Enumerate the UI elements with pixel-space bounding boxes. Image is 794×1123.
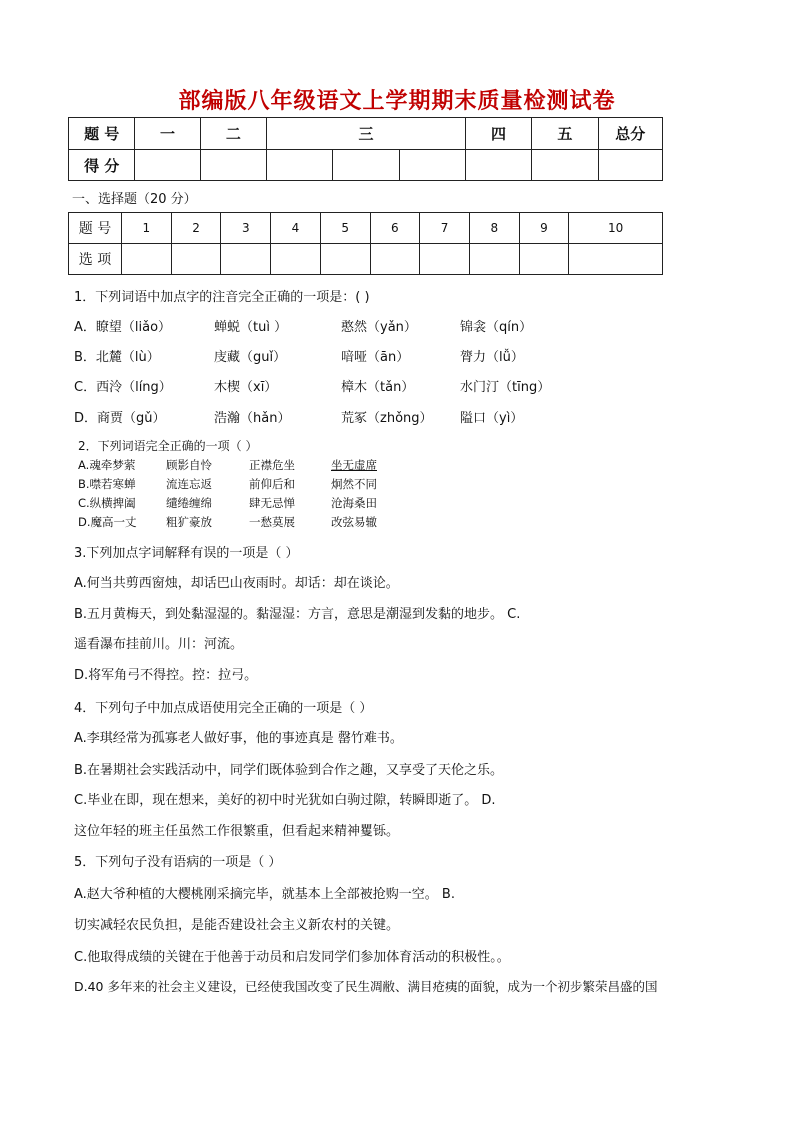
answer-number-cell: 9: [519, 213, 569, 244]
q1-option: 庋藏（guǐ）: [214, 350, 287, 365]
score-header-cell: 四: [465, 118, 531, 150]
q4-option-a: A.李琪经常为孤寡老人做好事，他的事迹真是 罄竹难书。: [74, 731, 403, 746]
q2-option: 肆无忌惮: [249, 496, 295, 510]
q2-option: 沧海桑田: [331, 496, 377, 510]
q1-option: 锦衾（qín）: [460, 320, 533, 335]
score-cell: [333, 150, 399, 181]
answer-cell: [569, 244, 663, 275]
score-cell: [267, 150, 333, 181]
answer-number-cell: 10: [569, 213, 663, 244]
q3-option-b: B.五月黄梅天，到处黏湿湿的。黏湿湿：方言，意思是潮湿到发黏的地步。 C.: [74, 607, 521, 622]
q2-option: 一愁莫展: [249, 515, 295, 529]
question-5-stem: 5．下列句子没有语病的一项是（ ）: [74, 855, 282, 870]
q2-option: B.噤若寒蝉: [78, 477, 136, 491]
answer-number-cell: 5: [320, 213, 370, 244]
answer-cell: [320, 244, 370, 275]
q2-option: 改弦易辙: [331, 515, 377, 529]
answer-option-row: [69, 244, 663, 275]
answer-cell: [420, 244, 470, 275]
score-header-cell: 三: [267, 118, 466, 150]
q4-option-b: B.在暑期社会实践活动中，同学们既体验到合作之趣，又享受了天伦之乐。: [74, 763, 504, 778]
score-table-header-row: [69, 118, 663, 150]
answer-number-cell: 2: [171, 213, 221, 244]
q1-option: 隘口（yì）: [460, 411, 524, 426]
q2-option: A.魂牵梦萦: [78, 458, 136, 472]
score-cell: [465, 150, 531, 181]
q1-option: 憨然（yǎn）: [341, 320, 417, 335]
exam-title: 部编版八年级语文上学期期末质量检测试卷: [178, 89, 616, 114]
answer-cell: [519, 244, 569, 275]
answer-number-cell: 1: [122, 213, 172, 244]
answer-cell: [370, 244, 420, 275]
q1-option: 樟木（tǎn）: [341, 380, 415, 395]
question-3-stem: 3.下列加点字词解释有误的一项是（ ）: [74, 546, 299, 561]
answer-row-label: 题 号: [69, 213, 122, 244]
answer-number-cell: 8: [469, 213, 519, 244]
answer-row-label: 选 项: [69, 244, 122, 275]
score-header-cell: 一: [135, 118, 200, 150]
q1-option: 荒冢（zhǒng）: [341, 411, 433, 426]
q5-option-a: A.赵大爷种植的大樱桃刚采摘完毕，就基本上全部被抢购一空。 B.: [74, 887, 455, 902]
answer-number-row: [69, 213, 663, 244]
question-4-stem: 4．下列句子中加点成语使用完全正确的一项是（ ）: [74, 701, 373, 716]
answer-cell: [171, 244, 221, 275]
score-cell: [598, 150, 662, 181]
score-cell: [532, 150, 598, 181]
score-header-cell: 题 号: [69, 118, 135, 150]
question-2-stem: 2．下列词语完全正确的一项（ ）: [78, 439, 258, 453]
score-table: [68, 117, 663, 181]
score-table-score-row: [69, 150, 663, 181]
q1-option: 膂力（lǚ）: [460, 350, 524, 365]
score-row-label: 得 分: [69, 150, 135, 181]
score-header-cell: 二: [200, 118, 266, 150]
q1-option: D．商贾（gǔ）: [74, 411, 166, 426]
q2-option: 顾影自怜: [166, 458, 212, 472]
answer-number-cell: 4: [271, 213, 321, 244]
answer-cell: [271, 244, 321, 275]
q2-option: 正襟危坐: [249, 458, 295, 472]
score-cell: [200, 150, 266, 181]
answer-table: [68, 212, 663, 275]
q1-option: 蝉蜕（tuì ）: [214, 320, 288, 335]
q2-option: 缱绻缠绵: [166, 496, 212, 510]
q2-option: 坐无虚席: [331, 458, 377, 472]
q3-option-d: D.将军角弓不得控。控：拉弓。: [74, 668, 258, 683]
q2-option: 流连忘返: [166, 477, 212, 491]
q5-option-c: C.他取得成绩的关键在于他善于动员和启发同学们参加体育活动的积极性。。: [74, 950, 510, 965]
q3-option-a: A.何当共剪西窗烛，却话巴山夜雨时。却话：却在谈论。: [74, 576, 399, 591]
q1-option: 喑哑（ān）: [341, 350, 410, 365]
q3-option-c: 遥看瀑布挂前川。川：河流。: [74, 637, 244, 652]
answer-cell: [221, 244, 271, 275]
answer-number-cell: 6: [370, 213, 420, 244]
section-heading: 一、选择题（20 分）: [72, 192, 197, 207]
q1-option: A．瞭望（liǎo）: [74, 320, 172, 335]
q1-option: 木楔（xī）: [214, 380, 278, 395]
q2-option: 前仰后和: [249, 477, 295, 491]
score-header-cell: 总分: [598, 118, 662, 150]
answer-number-cell: 7: [420, 213, 470, 244]
score-header-cell: 五: [532, 118, 598, 150]
answer-cell: [122, 244, 172, 275]
q4-option-c: C.毕业在即，现在想来，美好的初中时光犹如白驹过隙，转瞬即逝了。 D.: [74, 793, 496, 808]
q1-option: 水门汀（tīng）: [460, 380, 551, 395]
q4-option-d: 这位年轻的班主任虽然工作很繁重，但看起来精神矍铄。: [74, 824, 400, 839]
q1-option: C．西泠（líng）: [74, 380, 172, 395]
q2-option: D.魔高一丈: [78, 515, 137, 529]
score-cell: [135, 150, 200, 181]
answer-cell: [469, 244, 519, 275]
q5-option-d: D.40 多年来的社会主义建设，已经使我国改变了民生凋敝、满目疮痍的面貌，成为一个初步繁荣昌盛的国: [74, 979, 658, 994]
score-cell: [399, 150, 465, 181]
q2-option: 炯然不同: [331, 477, 377, 491]
answer-number-cell: 3: [221, 213, 271, 244]
q1-option: B．北麓（lù）: [74, 350, 160, 365]
q1-option: 浩瀚（hǎn）: [214, 411, 291, 426]
q2-option: C.纵横捭阖: [78, 496, 136, 510]
q2-option: 粗犷豪放: [166, 515, 212, 529]
question-1-stem: 1．下列词语中加点字的注音完全正确的一项是：( ): [74, 290, 370, 305]
q5-option-b: 切实减轻农民负担，是能否建设社会主义新农村的关键。: [74, 918, 400, 933]
